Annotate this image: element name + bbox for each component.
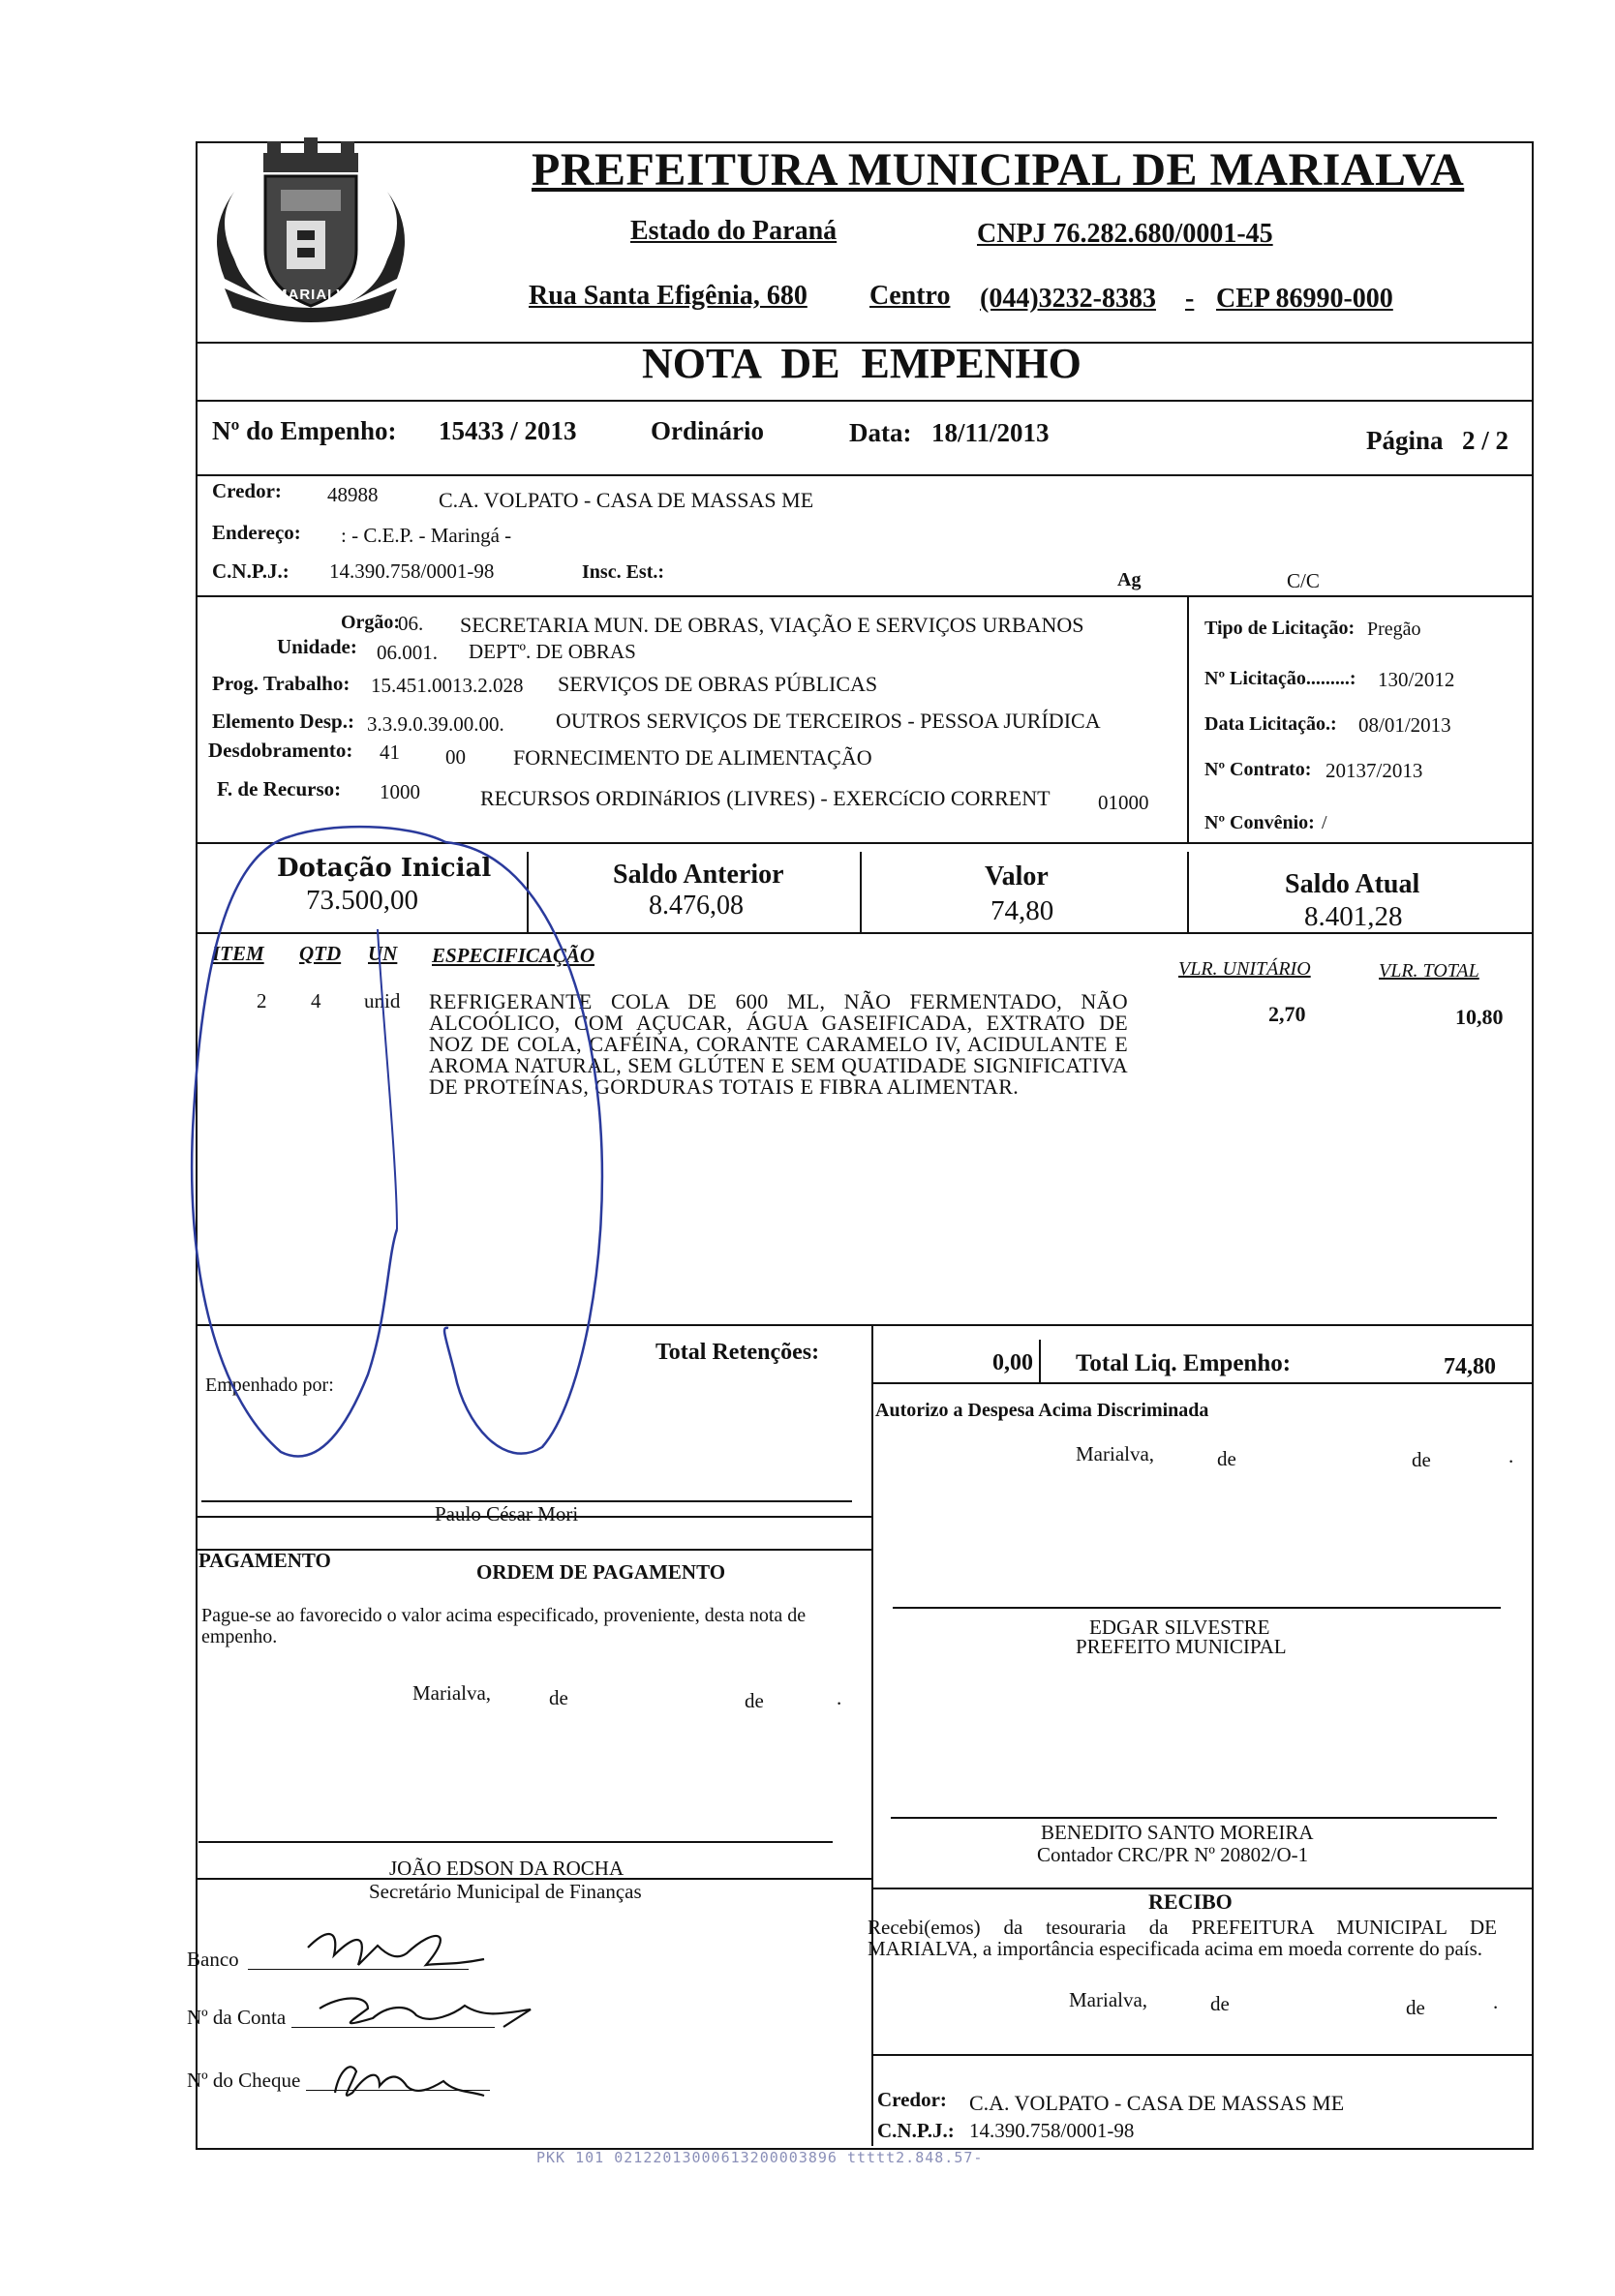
- col-qtd-header: QTD: [299, 942, 342, 965]
- divider: [196, 595, 1532, 597]
- contador-title: Contador CRC/PR Nº 20802/O-1: [1037, 1843, 1309, 1866]
- empenhado-label: Empenhado por:: [205, 1375, 334, 1396]
- pagamento-de2: de: [745, 1689, 764, 1712]
- recibo-heading: RECIBO: [1148, 1889, 1233, 1914]
- cnpj-header: CNPJ 76.282.680/0001-45: [977, 219, 1273, 249]
- secretario-title: Secretário Municipal de Finanças: [369, 1880, 642, 1903]
- prefeito-name: EDGAR SILVESTRE: [1089, 1616, 1270, 1639]
- retencoes-label: Total Retenções:: [655, 1340, 820, 1365]
- contrato-value: 20137/2013: [1326, 759, 1423, 782]
- elemento-label: Elemento Desp.:: [212, 710, 354, 733]
- col-unit-header: VLR. UNITÁRIO: [1178, 958, 1311, 980]
- account-label: C/C: [1287, 569, 1320, 592]
- data-licitacao-value: 08/01/2013: [1358, 713, 1451, 737]
- page-label: Página: [1366, 426, 1444, 455]
- pagamento-de1: de: [549, 1686, 568, 1709]
- autorizo-city: Marialva,: [1076, 1442, 1155, 1465]
- prog-label: Prog. Trabalho:: [212, 672, 350, 695]
- recibo-de1: de: [1210, 1992, 1230, 2015]
- recurso-extra: 01000: [1098, 791, 1149, 814]
- credor-label: Credor:: [212, 479, 282, 502]
- empenho-type: Ordinário: [651, 416, 765, 445]
- row-total: 10,80: [1455, 1005, 1504, 1029]
- num-licitacao-label: Nº Licitação.........:: [1204, 668, 1356, 689]
- autorizo-dot: .: [1508, 1444, 1514, 1467]
- col-total-header: VLR. TOTAL: [1379, 960, 1479, 982]
- bank-stamp: PKK 101 02122013000613200003896 ttttt2.848.57-: [536, 2149, 984, 2166]
- divider: [527, 852, 529, 933]
- credor-code: 48988: [327, 483, 379, 506]
- valor-value: 74,80: [990, 895, 1054, 926]
- agency-label: Ag: [1117, 569, 1142, 590]
- convenio-label: Nº Convênio:: [1204, 812, 1315, 833]
- recibo-cnpj-value: 14.390.758/0001-98: [969, 2119, 1135, 2142]
- col-spec-header: ESPECIFICAÇÃO: [432, 944, 595, 967]
- street-address: Rua Santa Efigênia, 680: [529, 281, 808, 311]
- conta-label: Nº da Conta: [187, 2006, 287, 2029]
- saldo-atual-value: 8.401,28: [1304, 901, 1403, 932]
- row-item: 2: [257, 989, 267, 1012]
- banco-line: [248, 1969, 469, 1970]
- document-title: NOTA DE EMPENHO: [642, 340, 1082, 387]
- row-unit: unid: [364, 989, 401, 1012]
- signature-line: [893, 1607, 1501, 1609]
- valor-label: Valor: [985, 861, 1049, 891]
- contador-name: BENEDITO SANTO MOREIRA: [1041, 1821, 1314, 1844]
- signature-line: [891, 1817, 1497, 1819]
- convenio-value: /: [1322, 812, 1327, 833]
- signature-line: [198, 1841, 833, 1843]
- pagamento-dot: .: [837, 1686, 842, 1709]
- pagamento-heading: PAGAMENTO: [198, 1549, 331, 1572]
- elemento-code: 3.3.9.0.39.00.00.: [367, 712, 504, 736]
- cheque-line: [306, 2090, 490, 2091]
- recurso-label: F. de Recurso:: [217, 777, 342, 801]
- orgao-label: Orgão:: [341, 612, 401, 633]
- divider: [860, 852, 862, 933]
- district: Centro: [869, 281, 951, 311]
- date-value: 18/11/2013: [931, 418, 1050, 447]
- liquido-value: 74,80: [1444, 1354, 1496, 1379]
- phone-number: (044)3232-8383: [980, 284, 1156, 314]
- saldo-atual-label: Saldo Atual: [1285, 869, 1420, 899]
- empenhado-name: Paulo César Mori: [435, 1502, 579, 1526]
- autorizo-text: Autorizo a Despesa Acima Discriminada: [875, 1400, 1209, 1421]
- desdobramento-code: 41: [380, 740, 400, 764]
- date-label: Data:: [849, 418, 912, 447]
- cnpj-value: 14.390.758/0001-98: [329, 559, 495, 583]
- divider: [871, 1382, 1532, 1384]
- tipo-licitacao-value: Pregão: [1367, 619, 1421, 640]
- crest-label: MARIALVA: [275, 287, 357, 303]
- ordem-heading: ORDEM DE PAGAMENTO: [476, 1560, 726, 1584]
- divider: [1187, 852, 1189, 933]
- elemento-desc: OUTROS SERVIÇOS DE TERCEIROS - PESSOA JURÍDICA: [556, 709, 1101, 733]
- contrato-label: Nº Contrato:: [1204, 759, 1312, 780]
- divider: [196, 1324, 1532, 1326]
- pagamento-city: Marialva,: [412, 1681, 492, 1705]
- address-separator: -: [1185, 284, 1195, 314]
- saldo-anterior-value: 8.476,08: [649, 891, 744, 921]
- state-name: Estado do Paraná: [630, 216, 838, 246]
- divider: [1187, 595, 1189, 843]
- row-unit-price: 2,70: [1268, 1002, 1306, 1026]
- conta-line: [291, 2027, 495, 2028]
- prog-desc: SERVIÇOS DE OBRAS PÚBLICAS: [558, 672, 878, 696]
- recurso-code: 1000: [380, 780, 420, 803]
- page-value: 2 / 2: [1462, 426, 1509, 455]
- recibo-dot: .: [1493, 1990, 1499, 2013]
- cheque-label: Nº do Cheque: [187, 2069, 301, 2092]
- recibo-de2: de: [1406, 1996, 1425, 2019]
- secretario-name: JOÃO EDSON DA ROCHA: [389, 1857, 625, 1880]
- divider: [1039, 1340, 1041, 1382]
- orgao-desc: SECRETARIA MUN. DE OBRAS, VIAÇÃO E SERVIÇOS URBANOS: [460, 613, 1084, 637]
- recibo-credor-label: Credor:: [877, 2088, 947, 2111]
- divider: [871, 1326, 873, 2146]
- empenho-label: Nº do Empenho:: [212, 416, 397, 445]
- row-qtd: 4: [311, 989, 321, 1012]
- recibo-city: Marialva,: [1069, 1988, 1148, 2011]
- desdobramento-label: Desdobramento:: [208, 739, 353, 762]
- recibo-cnpj-label: C.N.P.J.:: [877, 2119, 955, 2142]
- tipo-licitacao-label: Tipo de Licitação:: [1204, 618, 1356, 639]
- dotacao-value: 73.500,00: [306, 885, 418, 916]
- address-label: Endereço:: [212, 521, 301, 544]
- divider: [871, 2054, 1532, 2056]
- crest-icon: [205, 134, 416, 337]
- pague-text: Pague-se ao favorecido o valor acima especificado, proveniente, desta nota de empenho.: [201, 1605, 807, 1647]
- divider: [196, 474, 1532, 476]
- prog-code: 15.451.0013.2.028: [371, 674, 524, 697]
- row-spec: REFRIGERANTE COLA DE 600 ML, NÃO FERMENTADO, NÃO ALCOÓLICO, COM AÇUCAR, ÁGUA GASEIFICADA, EXTRATO DE NOZ DE COLA, CAFÉINA, CORANTE CARAMELO IV, ACIDULANTE E AROMA NATURAL, SEM GLÚTEN E SEM QUATIDADE SIGNIFICATIVA DE PROTEÍNAS, GORDURAS TOTAIS E FIBRA ALIMENTAR.: [429, 989, 1128, 1099]
- page-title: PREFEITURA MUNICIPAL DE MARIALVA: [532, 144, 1465, 196]
- num-licitacao-value: 130/2012: [1378, 668, 1455, 691]
- liquido-label: Total Liq. Empenho:: [1076, 1350, 1292, 1376]
- col-item-header: ITEM: [212, 942, 264, 965]
- divider: [196, 400, 1532, 402]
- unidade-desc: DEPTº. DE OBRAS: [469, 640, 636, 663]
- autorizo-de2: de: [1412, 1448, 1431, 1471]
- address-value: : - C.E.P. - Maringá -: [341, 524, 512, 547]
- unidade-code: 06.001.: [377, 641, 438, 664]
- desdobramento-subcode: 00: [445, 745, 466, 769]
- autorizo-de1: de: [1217, 1447, 1236, 1470]
- desdobramento-desc: FORNECIMENTO DE ALIMENTAÇÃO: [513, 745, 872, 770]
- empenho-number: 15433 / 2013: [439, 416, 577, 445]
- recibo-credor-name: C.A. VOLPATO - CASA DE MASSAS ME: [969, 2091, 1345, 2115]
- orgao-code: 06.: [398, 612, 424, 635]
- prefeito-title: PREFEITO MUNICIPAL: [1076, 1635, 1287, 1658]
- city-crest: [205, 134, 416, 337]
- saldo-anterior-label: Saldo Anterior: [613, 860, 784, 890]
- data-licitacao-label: Data Licitação.:: [1204, 713, 1337, 735]
- banco-label: Banco: [187, 1948, 239, 1971]
- unidade-label: Unidade:: [277, 635, 357, 658]
- recurso-desc: RECURSOS ORDINáRIOS (LIVRES) - EXERCíCIO CORRENT: [480, 786, 1051, 810]
- signature-line: [201, 1500, 852, 1502]
- cnpj-label: C.N.P.J.:: [212, 559, 289, 583]
- recibo-text: Recebi(emos) da tesouraria da PREFEITURA MUNICIPAL DE MARIALVA, a importância especificada acima em moeda corrente do país.: [868, 1916, 1497, 1960]
- dotacao-label: Dotação Inicial: [277, 854, 492, 883]
- insc-label: Insc. Est.:: [582, 561, 665, 583]
- col-un-header: UN: [368, 942, 398, 965]
- credor-name: C.A. VOLPATO - CASA DE MASSAS ME: [439, 488, 814, 512]
- divider: [196, 842, 1532, 844]
- retencoes-value: 0,00: [992, 1350, 1033, 1375]
- postal-code: CEP 86990-000: [1216, 284, 1393, 314]
